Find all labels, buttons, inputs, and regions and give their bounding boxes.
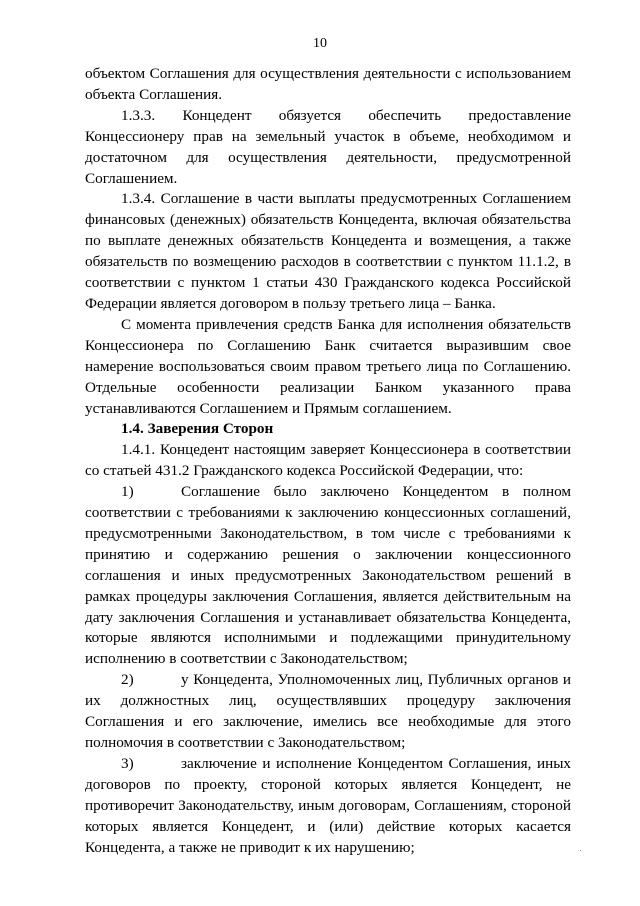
list-item-text: заключение и исполнение Концедентом Соглашения, иных договоров по проекту, стороной которых является Концедент, не противоречит Законодательству, иным договорам, Соглашениям, стороной которых является Концедент, и (или) действие которых касается Концедента, а также не приводит к их нарушению; <box>85 754 571 856</box>
list-item-number: 3) <box>121 754 134 772</box>
section-heading-1-4: 1.4. Заверения Сторон <box>121 420 274 438</box>
list-item-number: 1) <box>121 483 134 501</box>
list-item <box>85 670 571 754</box>
page-number: 10 <box>313 36 327 51</box>
paragraph-continuation: объектом Соглашения для осуществления деятельности с использованием объекта Соглашения. <box>85 65 571 103</box>
list-item-number: 2) <box>121 671 134 689</box>
list-item-text: Соглашение было заключено Концедентом в полном соответствии с требованиями к заключению концессионных соглашений, предусмотренными Законодательством, в том числе с требованиями к принятию и содержанию решения о заключении концессионного соглашения и иных предусмотренных Законодательством решений в рамках процедуры заключения Соглашения, является действительным на дату заключения Соглашения и устанавливает обязательства Концедента, которые являются исполнимыми и подлежащими принудительному исполнению в соответствии с Законодательством; <box>85 483 571 668</box>
list-item-text: у Концедента, Уполномоченных лиц, Публичных органов и их должностных лиц, осуществлявших процедуру заключения Соглашения и его заключение, имелись все необходимые для этого полномочия в соответствии с Законодательством; <box>85 671 571 751</box>
list-item <box>85 754 571 859</box>
list-item <box>85 482 571 670</box>
paragraph-bank-rights: С момента привлечения средств Банка для исполнения обязательств Концессионера по Соглашению Банк считается выразившим свое намерение воспользоваться своим правом третьего лица по Соглашению. Отдельные особенности реализации Банком указанного права устанавливаются Соглашением и Прямым соглашением. <box>85 315 571 417</box>
paragraph-1-4-1: 1.4.1. Концедент настоящим заверяет Концессионера в соответствии со статьей 431.2 Гражданского кодекса Российской Федерации, что: <box>85 441 571 480</box>
paragraph-1-3-3: 1.3.3. Концедент обязуется обеспечить предоставление Концессионеру прав на земельный участок в объеме, необходимом и достаточном для осуществления деятельности, предусмотренной Соглашением. <box>85 106 571 187</box>
scan-speck <box>580 850 581 851</box>
document-body <box>85 64 571 858</box>
paragraph-1-3-4: 1.3.4. Соглашение в части выплаты предусмотренных Соглашением финансовых (денежных) обязательств Концедента, включая обязательства по выплате денежных обязательств Концедента и возмещения, а также обязательств по возмещению расходов в соответствии с пунктом 11.1.2, в соответствии с пунктом 1 статьи 430 Гражданского кодекса Российской Федерации является договором в пользу третьего лица – Банка. <box>85 190 571 312</box>
